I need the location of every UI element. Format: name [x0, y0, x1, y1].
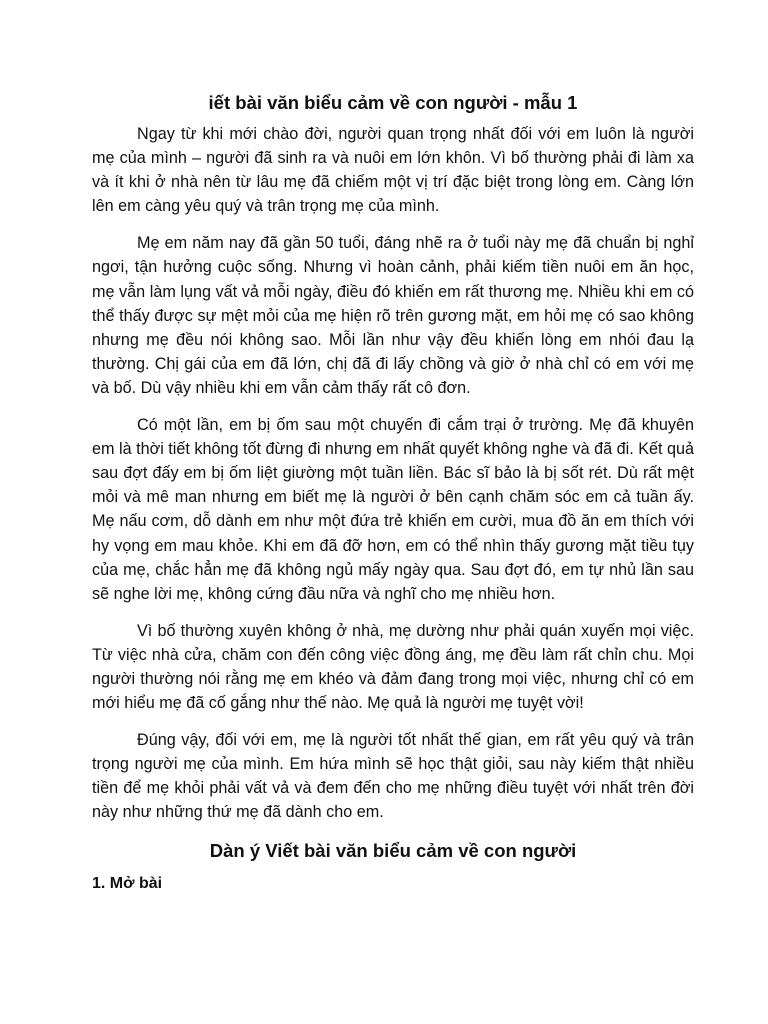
- document-page: [92, 90, 694, 896]
- paragraph-sick-story: Có một lần, em bị ốm sau một chuyến đi cắm trại ở trường. Mẹ đã khuyên em là thời tiết không tốt đừng đi nhưng em nhất quyết không nghe và đã đi. Kết quả sau đợt đấy em bị ốm liệt giường một tuần liền. Bác sĩ bảo là bị sốt rét. Dù rất mệt mỏi và mê man nhưng em biết mẹ là người ở bên cạnh chăm sóc em cả tuần ấy. Mẹ nấu cơm, dỗ dành em như một đứa trẻ khiến em cười, mua đồ ăn em thích với hy vọng em mau khỏe. Khi em đã đỡ hơn, em có thể nhìn thấy gương mặt tiều tụy của mẹ, chắc hẳn mẹ đã không ngủ mấy ngày qua. Sau đợt đó, em tự nhủ lần sau sẽ nghe lời mẹ, không cứng đầu nữa và nghĩ cho mẹ nhiều hơn.: [92, 416, 694, 603]
- sub-heading-intro: 1. Mở bài: [92, 874, 163, 892]
- paragraph-mother-age: Mẹ em năm nay đã gần 50 tuổi, đáng nhẽ ra ở tuổi này mẹ đã chuẩn bị nghỉ ngơi, tận hưởng cuộc sống. Nhưng vì hoàn cảnh, phải kiếm tiền nuôi em ăn học, mẹ vẫn làm lụng vất vả mỗi ngày, điều đó khiến em rất thương mẹ. Nhiều khi em có thể thấy được sự mệt mỏi của mẹ hiện rõ trên gương mặt, em hỏi mẹ có sao không nhưng mẹ đều nói không sao. Mỗi lần như vậy đều khiến lòng em nhói đau lạ thường. Chị gái của em đã lớn, chị đã đi lấy chồng và giờ ở nhà chỉ có em với mẹ và bố. Dù vậy nhiều khi em vẫn cảm thấy rất cô đơn.: [92, 234, 694, 397]
- document-title: iết bài văn biểu cảm về con người - mẫu 1: [208, 92, 578, 113]
- paragraph-housework: Vì bố thường xuyên không ở nhà, mẹ dường như phải quán xuyến mọi việc. Từ việc nhà cửa, chăm con đến công việc đồng áng, mẹ đều làm rất chỉn chu. Mọi người thường nói rằng mẹ em khéo và đảm đang trong mọi việc, nhưng chỉ có em mới hiểu mẹ đã cố gắng như thế nào. Mẹ quả là người mẹ tuyệt vời!: [92, 621, 694, 713]
- paragraph-intro: Ngay từ khi mới chào đời, người quan trọng nhất đối với em luôn là người mẹ của mình – người đã sinh ra và nuôi em lớn khôn. Vì bố thường phải đi làm xa và ít khi ở nhà nên từ lâu mẹ đã chiếm một vị trí đặc biệt trong lòng em. Càng lớn lên em càng yêu quý và trân trọng mẹ của mình.: [92, 125, 694, 216]
- section-title: Dàn ý Viết bài văn biểu cảm về con người: [209, 839, 577, 861]
- paragraph-conclusion: Đúng vậy, đối với em, mẹ là người tốt nhất thế gian, em rất yêu quý và trân trọng người mẹ của mình. Em hứa mình sẽ học thật giỏi, sau này kiếm thật nhiều tiền để mẹ khỏi phải vất vả và đem đến cho mẹ những điều tuyệt với nhất trên đời này như những thứ mẹ đã dành cho em.: [92, 731, 694, 822]
